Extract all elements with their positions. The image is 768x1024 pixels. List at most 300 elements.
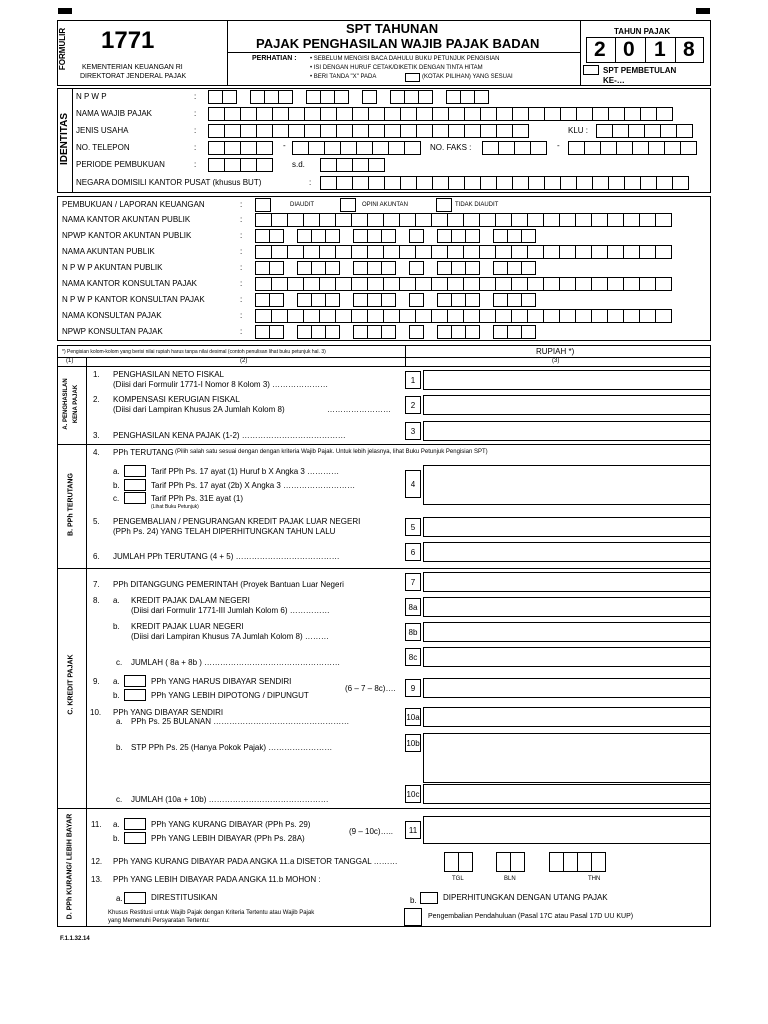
char-box[interactable] [224, 158, 241, 172]
char-box[interactable] [404, 90, 419, 104]
char-box[interactable] [352, 158, 369, 172]
char-box[interactable] [528, 176, 545, 190]
char-box[interactable] [464, 107, 481, 121]
char-box[interactable] [493, 293, 508, 307]
char-box[interactable] [463, 245, 480, 259]
char-box[interactable] [623, 309, 640, 323]
char-box[interactable] [480, 176, 497, 190]
char-box[interactable] [288, 124, 305, 138]
char-box[interactable] [404, 141, 421, 155]
char-box[interactable] [255, 213, 272, 227]
item11b-checkbox[interactable] [124, 832, 146, 844]
char-box[interactable] [224, 124, 241, 138]
telepon-number-input[interactable] [292, 141, 420, 155]
char-box[interactable] [624, 107, 641, 121]
char-box[interactable] [451, 325, 466, 339]
char-box[interactable] [447, 277, 464, 291]
char-box[interactable] [319, 277, 336, 291]
pembukuan-row-input[interactable] [255, 213, 671, 227]
char-box[interactable] [255, 309, 272, 323]
char-box[interactable] [311, 293, 326, 307]
char-box[interactable] [448, 107, 465, 121]
item9b-checkbox[interactable] [124, 689, 146, 701]
char-box[interactable] [592, 107, 609, 121]
field-10a[interactable] [423, 707, 711, 727]
char-box[interactable] [303, 309, 320, 323]
char-box[interactable] [451, 229, 466, 243]
char-box[interactable] [431, 245, 448, 259]
char-box[interactable] [544, 107, 561, 121]
char-box[interactable] [527, 309, 544, 323]
char-box[interactable] [479, 277, 496, 291]
char-box[interactable] [575, 277, 592, 291]
char-box[interactable] [353, 325, 368, 339]
char-box[interactable] [367, 293, 382, 307]
field-4[interactable] [423, 465, 711, 505]
char-box[interactable] [335, 309, 352, 323]
char-box[interactable] [320, 107, 337, 121]
char-box[interactable] [559, 309, 576, 323]
char-box[interactable] [575, 309, 592, 323]
char-box[interactable] [655, 213, 672, 227]
npwp-input[interactable] [208, 90, 488, 104]
char-box[interactable] [399, 309, 416, 323]
char-box[interactable] [447, 213, 464, 227]
char-box[interactable] [272, 107, 289, 121]
char-box[interactable] [640, 107, 657, 121]
char-box[interactable] [383, 245, 400, 259]
char-box[interactable] [297, 261, 312, 275]
char-box[interactable] [409, 229, 424, 243]
char-box[interactable] [591, 852, 606, 872]
char-box[interactable] [240, 124, 257, 138]
char-box[interactable] [255, 261, 270, 275]
char-box[interactable] [399, 277, 416, 291]
char-box[interactable] [208, 124, 225, 138]
char-box[interactable] [672, 176, 689, 190]
char-box[interactable] [530, 141, 547, 155]
char-box[interactable] [655, 277, 672, 291]
char-box[interactable] [607, 309, 624, 323]
char-box[interactable] [680, 141, 697, 155]
char-box[interactable] [511, 309, 528, 323]
char-box[interactable] [372, 141, 389, 155]
char-box[interactable] [415, 309, 432, 323]
char-box[interactable] [336, 124, 353, 138]
char-box[interactable] [269, 261, 284, 275]
char-box[interactable] [527, 277, 544, 291]
char-box[interactable] [507, 229, 522, 243]
telepon-area-input[interactable] [208, 141, 272, 155]
char-box[interactable] [288, 107, 305, 121]
nama-wp-input[interactable] [208, 107, 672, 121]
char-box[interactable] [511, 213, 528, 227]
field-8a[interactable] [423, 597, 711, 617]
char-box[interactable] [250, 90, 265, 104]
char-box[interactable] [543, 245, 560, 259]
char-box[interactable] [271, 213, 288, 227]
char-box[interactable] [287, 213, 304, 227]
char-box[interactable] [255, 293, 270, 307]
char-box[interactable] [320, 176, 337, 190]
char-box[interactable] [591, 245, 608, 259]
char-box[interactable] [639, 277, 656, 291]
char-box[interactable] [255, 277, 272, 291]
char-box[interactable] [367, 213, 384, 227]
char-box[interactable] [560, 176, 577, 190]
char-box[interactable] [400, 124, 417, 138]
pembukuan-row-input[interactable] [255, 245, 671, 259]
char-box[interactable] [409, 325, 424, 339]
char-box[interactable] [352, 124, 369, 138]
char-box[interactable] [448, 176, 465, 190]
char-box[interactable] [320, 90, 335, 104]
klu-input[interactable] [596, 124, 692, 138]
char-box[interactable] [512, 176, 529, 190]
char-box[interactable] [353, 293, 368, 307]
char-box[interactable] [464, 124, 481, 138]
char-box[interactable] [415, 213, 432, 227]
char-box[interactable] [559, 213, 576, 227]
char-box[interactable] [325, 261, 340, 275]
pembukuan-row-input[interactable] [255, 293, 535, 307]
char-box[interactable] [507, 293, 522, 307]
char-box[interactable] [616, 141, 633, 155]
pengembalian-checkbox[interactable] [404, 908, 422, 926]
char-box[interactable] [334, 90, 349, 104]
char-box[interactable] [351, 213, 368, 227]
char-box[interactable] [208, 90, 223, 104]
char-box[interactable] [465, 229, 480, 243]
char-box[interactable] [325, 293, 340, 307]
char-box[interactable] [368, 107, 385, 121]
char-box[interactable] [460, 90, 475, 104]
char-box[interactable] [521, 325, 536, 339]
char-box[interactable] [255, 325, 270, 339]
char-box[interactable] [336, 158, 353, 172]
char-box[interactable] [437, 325, 452, 339]
char-box[interactable] [319, 213, 336, 227]
char-box[interactable] [451, 261, 466, 275]
char-box[interactable] [304, 124, 321, 138]
char-box[interactable] [498, 141, 515, 155]
char-box[interactable] [640, 176, 657, 190]
field-10c[interactable] [423, 784, 711, 804]
char-box[interactable] [418, 90, 433, 104]
tahun-digit-1[interactable]: 2 [594, 38, 606, 61]
char-box[interactable] [336, 107, 353, 121]
char-box[interactable] [222, 90, 237, 104]
char-box[interactable] [381, 229, 396, 243]
char-box[interactable] [297, 293, 312, 307]
faks-number-input[interactable] [568, 141, 696, 155]
char-box[interactable] [383, 309, 400, 323]
char-box[interactable] [511, 245, 528, 259]
tahun-digit-2[interactable]: 0 [623, 38, 635, 61]
char-box[interactable] [575, 245, 592, 259]
char-box[interactable] [415, 245, 432, 259]
char-box[interactable] [444, 852, 459, 872]
char-box[interactable] [664, 141, 681, 155]
char-box[interactable] [465, 261, 480, 275]
char-box[interactable] [272, 124, 289, 138]
char-box[interactable] [639, 213, 656, 227]
char-box[interactable] [479, 245, 496, 259]
diperhitungkan-checkbox[interactable] [420, 892, 438, 904]
char-box[interactable] [511, 277, 528, 291]
char-box[interactable] [368, 124, 385, 138]
field-8c[interactable] [423, 647, 711, 667]
char-box[interactable] [512, 107, 529, 121]
char-box[interactable] [521, 293, 536, 307]
char-box[interactable] [388, 141, 405, 155]
char-box[interactable] [416, 107, 433, 121]
char-box[interactable] [352, 107, 369, 121]
char-box[interactable] [384, 124, 401, 138]
char-box[interactable] [623, 213, 640, 227]
char-box[interactable] [437, 261, 452, 275]
bln-input[interactable] [496, 852, 524, 872]
char-box[interactable] [510, 852, 525, 872]
char-box[interactable] [384, 107, 401, 121]
char-box[interactable] [608, 107, 625, 121]
char-box[interactable] [256, 158, 273, 172]
char-box[interactable] [639, 309, 656, 323]
char-box[interactable] [303, 213, 320, 227]
char-box[interactable] [384, 176, 401, 190]
char-box[interactable] [303, 245, 320, 259]
char-box[interactable] [409, 261, 424, 275]
char-box[interactable] [624, 176, 641, 190]
char-box[interactable] [447, 245, 464, 259]
char-box[interactable] [431, 277, 448, 291]
char-box[interactable] [319, 309, 336, 323]
char-box[interactable] [448, 124, 465, 138]
char-box[interactable] [256, 107, 273, 121]
char-box[interactable] [240, 158, 257, 172]
char-box[interactable] [351, 277, 368, 291]
char-box[interactable] [335, 213, 352, 227]
char-box[interactable] [607, 277, 624, 291]
char-box[interactable] [224, 107, 241, 121]
char-box[interactable] [264, 90, 279, 104]
char-box[interactable] [591, 213, 608, 227]
char-box[interactable] [287, 309, 304, 323]
char-box[interactable] [451, 293, 466, 307]
char-box[interactable] [325, 229, 340, 243]
pembukuan-row-input[interactable] [255, 229, 535, 243]
char-box[interactable] [356, 141, 373, 155]
char-box[interactable] [390, 90, 405, 104]
char-box[interactable] [527, 213, 544, 227]
char-box[interactable] [416, 124, 433, 138]
char-box[interactable] [479, 309, 496, 323]
char-box[interactable] [431, 213, 448, 227]
char-box[interactable] [464, 176, 481, 190]
char-box[interactable] [465, 293, 480, 307]
char-box[interactable] [493, 229, 508, 243]
char-box[interactable] [292, 141, 309, 155]
item11a-checkbox[interactable] [124, 818, 146, 830]
item9a-checkbox[interactable] [124, 675, 146, 687]
char-box[interactable] [568, 141, 585, 155]
char-box[interactable] [437, 293, 452, 307]
char-box[interactable] [447, 309, 464, 323]
field-6[interactable] [423, 542, 711, 562]
pembukuan-row-input[interactable] [255, 277, 671, 291]
char-box[interactable] [496, 176, 513, 190]
char-box[interactable] [400, 107, 417, 121]
char-box[interactable] [255, 245, 272, 259]
char-box[interactable] [351, 245, 368, 259]
char-box[interactable] [496, 124, 513, 138]
char-box[interactable] [543, 213, 560, 227]
char-box[interactable] [383, 213, 400, 227]
field-2[interactable] [423, 395, 711, 415]
char-box[interactable] [224, 141, 241, 155]
char-box[interactable] [324, 141, 341, 155]
char-box[interactable] [482, 141, 499, 155]
field-8b[interactable] [423, 622, 711, 642]
char-box[interactable] [208, 107, 225, 121]
char-box[interactable] [319, 245, 336, 259]
char-box[interactable] [458, 852, 473, 872]
char-box[interactable] [311, 229, 326, 243]
periode-start-input[interactable] [208, 158, 272, 172]
char-box[interactable] [496, 107, 513, 121]
char-box[interactable] [544, 176, 561, 190]
char-box[interactable] [543, 309, 560, 323]
char-box[interactable] [278, 90, 293, 104]
char-box[interactable] [304, 107, 321, 121]
char-box[interactable] [493, 325, 508, 339]
char-box[interactable] [559, 277, 576, 291]
char-box[interactable] [367, 261, 382, 275]
field-10b[interactable] [423, 733, 711, 783]
jenis-usaha-input[interactable] [208, 124, 528, 138]
char-box[interactable] [656, 107, 673, 121]
char-box[interactable] [512, 124, 529, 138]
char-box[interactable] [521, 261, 536, 275]
char-box[interactable] [415, 277, 432, 291]
char-box[interactable] [271, 309, 288, 323]
char-box[interactable] [676, 124, 693, 138]
char-box[interactable] [308, 141, 325, 155]
char-box[interactable] [549, 852, 564, 872]
char-box[interactable] [335, 277, 352, 291]
char-box[interactable] [632, 141, 649, 155]
char-box[interactable] [399, 245, 416, 259]
pembukuan-row-input[interactable] [255, 309, 671, 323]
char-box[interactable] [381, 325, 396, 339]
tarif-a-checkbox[interactable] [124, 465, 146, 477]
char-box[interactable] [432, 176, 449, 190]
char-box[interactable] [591, 309, 608, 323]
char-box[interactable] [559, 245, 576, 259]
char-box[interactable] [576, 176, 593, 190]
field-7[interactable] [423, 572, 711, 592]
char-box[interactable] [591, 277, 608, 291]
char-box[interactable] [303, 277, 320, 291]
char-box[interactable] [648, 141, 665, 155]
field-1[interactable] [423, 370, 711, 390]
char-box[interactable] [655, 245, 672, 259]
char-box[interactable] [623, 245, 640, 259]
char-box[interactable] [495, 245, 512, 259]
char-box[interactable] [463, 309, 480, 323]
field-5[interactable] [423, 517, 711, 537]
char-box[interactable] [271, 245, 288, 259]
char-box[interactable] [446, 90, 461, 104]
periode-end-input[interactable] [320, 158, 384, 172]
char-box[interactable] [311, 261, 326, 275]
char-box[interactable] [381, 293, 396, 307]
pembukuan-row-input[interactable] [255, 261, 535, 275]
char-box[interactable] [431, 309, 448, 323]
tahun-digit-4[interactable]: 8 [683, 38, 695, 61]
pembetulan-checkbox[interactable] [583, 65, 599, 75]
char-box[interactable] [400, 176, 417, 190]
char-box[interactable] [495, 213, 512, 227]
char-box[interactable] [527, 245, 544, 259]
char-box[interactable] [362, 90, 377, 104]
char-box[interactable] [367, 245, 384, 259]
diaudit-checkbox[interactable] [255, 198, 271, 212]
char-box[interactable] [607, 245, 624, 259]
tarif-c-checkbox[interactable] [124, 492, 146, 504]
char-box[interactable] [480, 107, 497, 121]
char-box[interactable] [351, 309, 368, 323]
tarif-b-checkbox[interactable] [124, 479, 146, 491]
char-box[interactable] [208, 141, 225, 155]
negara-input[interactable] [320, 176, 688, 190]
char-box[interactable] [311, 325, 326, 339]
char-box[interactable] [655, 309, 672, 323]
char-box[interactable] [383, 277, 400, 291]
char-box[interactable] [368, 158, 385, 172]
char-box[interactable] [496, 852, 511, 872]
char-box[interactable] [381, 261, 396, 275]
char-box[interactable] [269, 325, 284, 339]
tgl-input[interactable] [444, 852, 472, 872]
char-box[interactable] [353, 229, 368, 243]
char-box[interactable] [352, 176, 369, 190]
char-box[interactable] [465, 325, 480, 339]
char-box[interactable] [463, 213, 480, 227]
char-box[interactable] [495, 309, 512, 323]
char-box[interactable] [560, 107, 577, 121]
char-box[interactable] [256, 141, 273, 155]
char-box[interactable] [543, 277, 560, 291]
char-box[interactable] [584, 141, 601, 155]
char-box[interactable] [576, 107, 593, 121]
char-box[interactable] [612, 124, 629, 138]
char-box[interactable] [592, 176, 609, 190]
direstitusikan-checkbox[interactable] [124, 892, 146, 904]
char-box[interactable] [340, 141, 357, 155]
char-box[interactable] [607, 213, 624, 227]
char-box[interactable] [628, 124, 645, 138]
char-box[interactable] [368, 176, 385, 190]
char-box[interactable] [287, 245, 304, 259]
char-box[interactable] [660, 124, 677, 138]
char-box[interactable] [600, 141, 617, 155]
char-box[interactable] [335, 245, 352, 259]
char-box[interactable] [306, 90, 321, 104]
char-box[interactable] [255, 229, 270, 243]
char-box[interactable] [480, 124, 497, 138]
char-box[interactable] [528, 107, 545, 121]
